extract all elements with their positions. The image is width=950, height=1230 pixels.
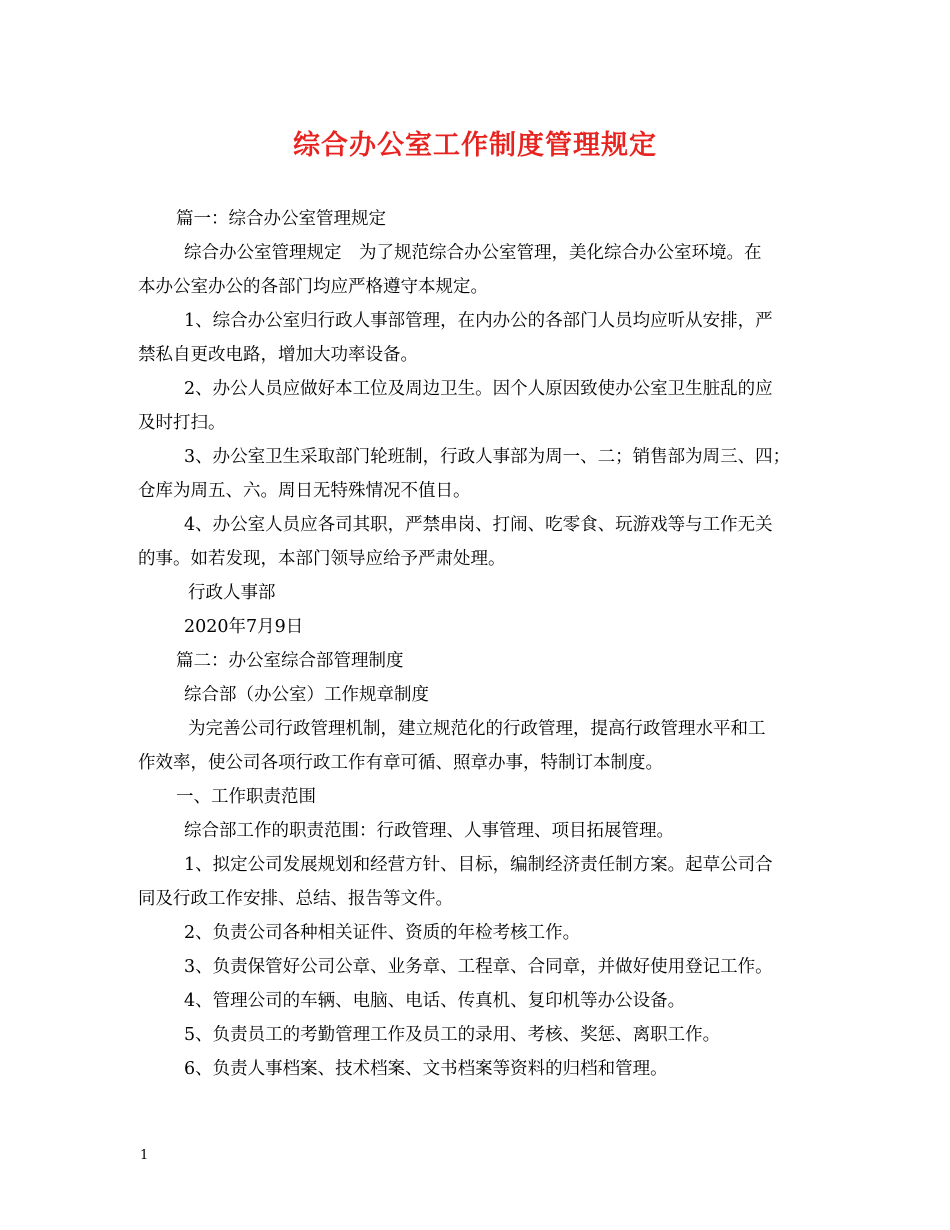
paragraph-line: 3、办公室卫生采取部门轮班制，行政人事部为周一、二；销售部为周三、四； bbox=[184, 447, 791, 467]
subheading: 综合部（办公室）工作规章制度 bbox=[184, 685, 429, 705]
page-title: 综合办公室工作制度管理规定 bbox=[293, 130, 657, 161]
list-item: 4、管理公司的车辆、电脑、电话、传真机、复印机等办公设备。 bbox=[184, 991, 686, 1011]
list-item: 1、拟定公司发展规划和经营方针、目标，编制经济责任制方案。起草公司合 bbox=[184, 855, 773, 875]
list-item: 6、负责人事档案、技术档案、文书档案等资料的归档和管理。 bbox=[184, 1059, 668, 1079]
paragraph-line: 综合部工作的职责范围：行政管理、人事管理、项目拓展管理。 bbox=[184, 821, 674, 841]
list-item-continuation: 同及行政工作安排、总结、报告等文件。 bbox=[138, 889, 453, 909]
page-number: 1 bbox=[140, 1148, 149, 1163]
paragraph-line: 及时打扫。 bbox=[138, 413, 226, 433]
section-heading-1: 篇一：综合办公室管理规定 bbox=[176, 209, 386, 229]
signature-date: 2020年7月9日 bbox=[184, 617, 304, 637]
section-heading-2: 篇二：办公室综合部管理制度 bbox=[176, 651, 404, 671]
list-item: 2、负责公司各种相关证件、资质的年检考核工作。 bbox=[184, 923, 581, 943]
document-body bbox=[138, 202, 818, 1086]
paragraph-line: 本办公室办公的各部门均应严格遵守本规定。 bbox=[138, 277, 488, 297]
paragraph-line: 综合办公室管理规定 为了规范综合办公室管理，美化综合办公室环境。在 bbox=[184, 243, 762, 263]
signature-department: 行政人事部 bbox=[188, 583, 276, 603]
paragraph-line: 的事。如若发现，本部门领导应给予严肃处理。 bbox=[138, 549, 506, 569]
list-item: 5、负责员工的考勤管理工作及员工的录用、考核、奖惩、离职工作。 bbox=[184, 1025, 721, 1045]
subheading: 一、工作职责范围 bbox=[176, 787, 316, 807]
paragraph-line: 作效率，使公司各项行政工作有章可循、照章办事，特制订本制度。 bbox=[138, 753, 663, 773]
paragraph-line: 1、综合办公室归行政人事部管理，在内办公的各部门人员均应听从安排，严 bbox=[184, 311, 773, 331]
paragraph-line: 为完善公司行政管理机制，建立规范化的行政管理，提高行政管理水平和工 bbox=[188, 719, 766, 739]
list-item: 3、负责保管好公司公章、业务章、工程章、合同章，并做好使用登记工作。 bbox=[184, 957, 773, 977]
paragraph-line: 4、办公室人员应各司其职，严禁串岗、打闹、吃零食、玩游戏等与工作无关 bbox=[184, 515, 773, 535]
paragraph-line: 仓库为周五、六。周日无特殊情况不值日。 bbox=[138, 481, 471, 501]
paragraph-line: 禁私自更改电路，增加大功率设备。 bbox=[138, 345, 418, 365]
paragraph-line: 2、办公人员应做好本工位及周边卫生。因个人原因致使办公室卫生脏乱的应 bbox=[184, 379, 773, 399]
